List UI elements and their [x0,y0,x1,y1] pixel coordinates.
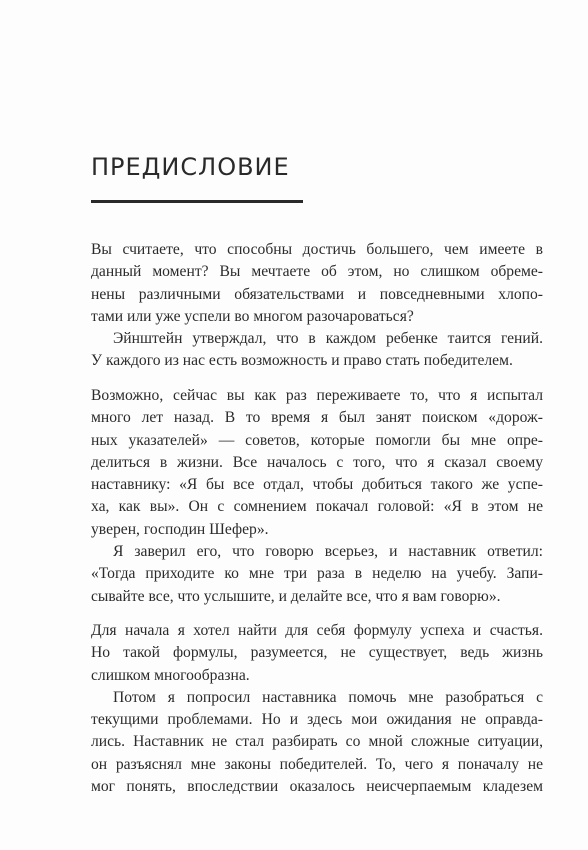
paragraph [91,541,543,608]
title-underline [91,200,303,203]
paragraph [91,385,543,541]
text-line: Но такой формулы, разумеется, не существует, ведь жизнь [91,644,543,662]
text-section-3 [91,620,543,798]
text-section-2 [91,385,543,608]
text-line: слишком многообразна. [91,666,250,684]
paragraph [91,620,543,687]
text-line: данный момент? Вы мечтаете об этом, но слишком обреме- [91,263,543,281]
text-line: У каждого из нас есть возможность и право стать победителем. [91,352,513,370]
text-section-1 [91,239,543,373]
paragraph [91,328,543,373]
text-line: Эйнштейн утверждал, что в каждом ребенке таится гений. [113,330,543,348]
text-line: он разъяснял мне законы победителей. То, чего я поначалу не [91,755,543,773]
text-line: «Тогда приходите ко мне три раза в неделю на учебу. Запи- [91,565,543,583]
text-line: нены различными обязательствами и повседневными хлопо- [91,285,543,303]
text-line: делиться в жизни. Все началось с того, что я сказал своему [91,453,543,471]
text-line: мог понять, впоследствии оказалось неисчерпаемым кладезем [91,778,543,796]
text-line: наставнику: «Я бы все отдал, чтобы добиться такого же успе- [91,476,543,494]
text-line: Вы считаете, что способны достичь большего, чем имеете в [91,241,543,258]
text-line: Возможно, сейчас вы как раз переживаете то, что я испытал [91,387,543,404]
text-line: тами или уже успели во многом разочароваться? [91,307,414,325]
text-line: лись. Наставник не стал разбирать со мной сложные ситуации, [91,733,543,751]
paragraph [91,687,543,798]
paragraph [91,239,543,328]
text-line: уверен, господин Шефер». [91,520,269,538]
text-line: сывайте все, что услышите, и делайте все, что я вам говорю». [91,587,501,605]
text-line: Для начала я хотел найти для себя формулу успеха и счастья. [91,622,543,639]
text-line: много лет назад. В то время я был занят поиском «дорож- [91,409,543,427]
text-line: ных указателей» — советов, которые помогли бы мне опре- [91,431,543,449]
text-line: ха, как вы». Он с сомнением покачал головой: «Я в этом не [91,498,543,516]
text-line: Я заверил его, что говорю всерьез, и наставник ответил: [113,543,543,561]
text-line: Потом я попросил наставника помочь мне разобраться с [113,688,543,706]
chapter-title: ПРЕДИСЛОВИЕ [91,153,290,181]
text-line: текущими проблемами. Но и здесь мои ожидания не оправда- [91,711,543,729]
